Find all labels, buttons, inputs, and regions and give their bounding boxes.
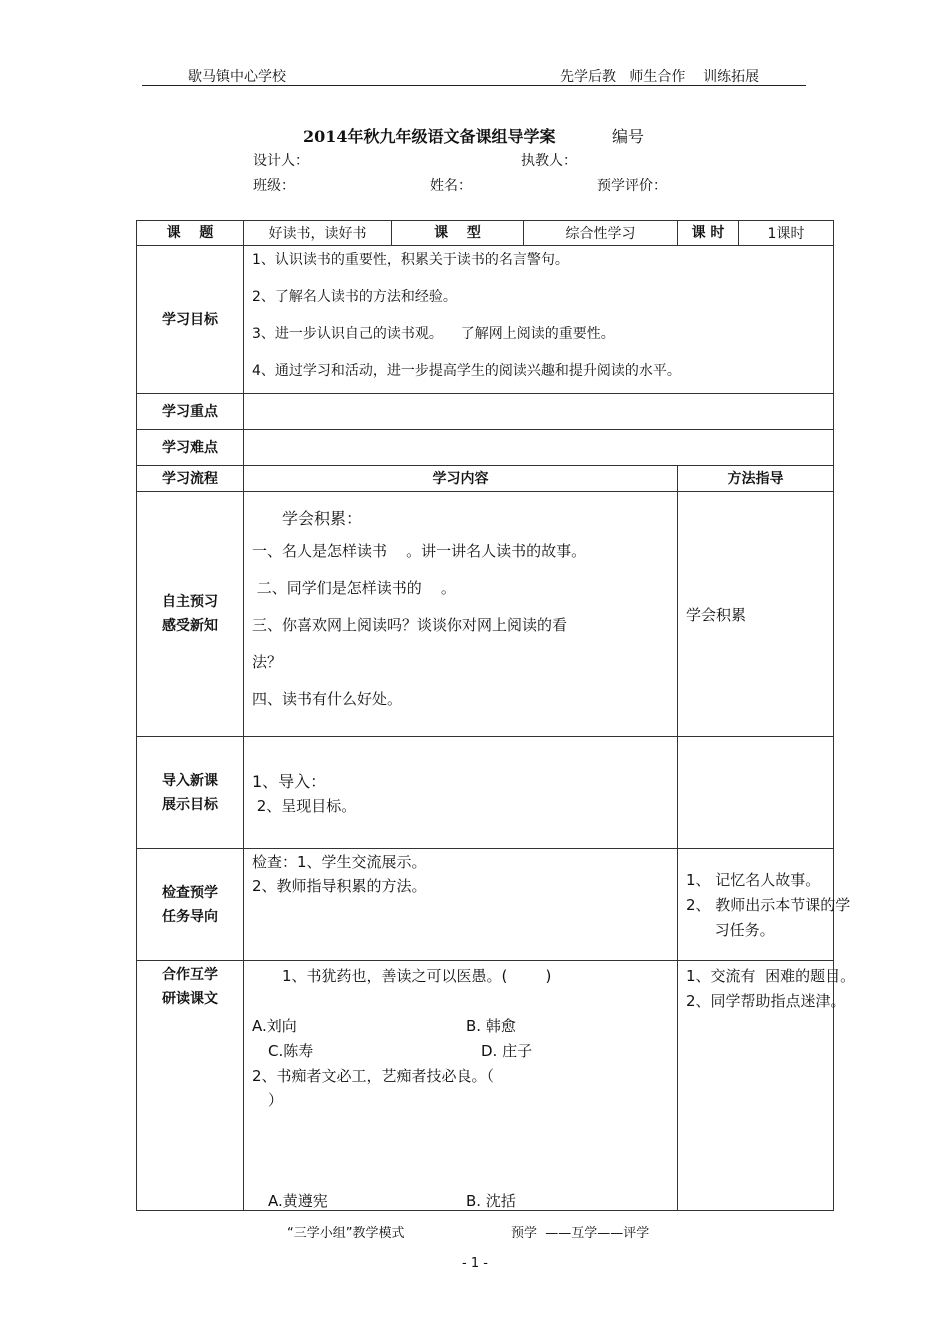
preview-row — [137, 492, 834, 737]
question-1: 1、书犹药也，善读之可以医愚。( ) — [282, 967, 552, 985]
coop-method-item: 1、交流有 困难的题目。 — [686, 967, 856, 985]
topic-label: 课 题 — [137, 221, 244, 246]
goals-label: 学习目标 — [137, 246, 244, 394]
preview-method: 学会积累 — [678, 492, 834, 737]
check-method-item: 2、 教师出示本节课的学 — [686, 896, 851, 914]
intro-item: 1、导入： — [252, 772, 327, 791]
footer-stages: 预学 ——互学——评学 — [511, 1226, 650, 1241]
focus-label: 学习重点 — [137, 394, 244, 430]
q1-option-b: B. 韩愈 — [466, 1017, 516, 1035]
doc-title: 2014年秋九年级语文备课组导学案 — [303, 127, 556, 146]
goal-item: 2、了解名人读书的方法和经验。 — [252, 289, 457, 305]
coop-stage-label: 合作互学 研读课文 — [137, 961, 244, 1211]
hours-value: 1课时 — [739, 221, 834, 246]
check-content — [244, 849, 678, 961]
header-motto: 先学后教 师生合作 训练拓展 — [560, 69, 760, 85]
hours-label: 课 时 — [678, 221, 739, 246]
flow-label: 学习流程 — [137, 466, 244, 492]
intro-row — [137, 737, 834, 849]
check-item: 检查：1、学生交流展示。 — [252, 853, 427, 871]
check-stage-label: 检查预学 任务导向 — [137, 849, 244, 961]
intro-method — [678, 737, 834, 849]
teacher-label: 执教人： — [521, 153, 577, 169]
difficulty-label: 学习难点 — [137, 430, 244, 466]
topic-row — [137, 221, 834, 246]
school-name: 歇马镇中心学校 — [188, 69, 286, 85]
designer-label: 设计人： — [253, 153, 309, 169]
check-method — [678, 849, 851, 961]
preview-item: 四、读书有什么好处。 — [252, 690, 403, 708]
type-value: 综合性学习 — [524, 221, 678, 246]
check-method-item: 习任务。 — [686, 921, 775, 939]
preview-item: 法？ — [252, 653, 283, 671]
intro-stage-label: 导入新课 展示目标 — [137, 737, 244, 849]
q1-option-d: D. 庄子 — [481, 1042, 533, 1060]
page-number: - 1 - — [462, 1256, 488, 1271]
check-item: 2、教师指导积累的方法。 — [252, 877, 427, 895]
footer-mode: “三学小组”教学模式 — [287, 1226, 405, 1241]
preview-stage-label: 自主预习 感受新知 — [137, 492, 244, 737]
focus-row — [137, 394, 834, 430]
q1-option-a: A.刘向 — [252, 1017, 297, 1035]
class-label: 班级： — [253, 178, 295, 194]
question-2: 2、书痴者文必工，艺痴者技必良。（ — [252, 1067, 495, 1085]
type-label: 课 型 — [392, 221, 524, 246]
coop-method — [678, 961, 856, 1211]
q2-option-a: A.黄遵宪 — [268, 1192, 328, 1210]
goal-item: 4、通过学习和活动，进一步提高学生的阅读兴趣和提升阅读的水平。 — [252, 363, 681, 379]
coop-row — [137, 961, 834, 1211]
difficulty-row — [137, 430, 834, 466]
goals-row — [137, 246, 834, 394]
flow-header-row — [137, 466, 834, 492]
header-divider — [142, 85, 806, 86]
preview-item: 三、你喜欢网上阅读吗？谈谈你对网上阅读的看 — [252, 616, 568, 634]
preview-eval-label: 预学评价： — [597, 178, 667, 194]
content-label: 学习内容 — [244, 466, 678, 492]
goal-item: 3、进一步认识自己的读书观。 了解网上阅读的重要性。 — [252, 326, 615, 342]
coop-content — [244, 961, 678, 1211]
goals-content — [244, 246, 834, 394]
preview-content — [244, 492, 678, 737]
check-method-item: 1、 记忆名人故事。 — [686, 871, 821, 889]
focus-content — [244, 394, 834, 430]
lesson-table — [136, 220, 856, 1211]
intro-item: 2、呈现目标。 — [252, 797, 357, 815]
q1-option-c: C.陈寿 — [268, 1042, 314, 1060]
coop-method-item: 2、同学帮助指点迷津。 — [686, 992, 846, 1010]
difficulty-content — [244, 430, 834, 466]
intro-content — [244, 737, 678, 849]
method-label: 方法指导 — [678, 466, 834, 492]
q2-option-b: B. 沈括 — [466, 1192, 516, 1210]
topic-value: 好读书，读好书 — [244, 221, 392, 246]
preview-item: 一、名人是怎样读书 。讲一讲名人读书的故事。 — [252, 542, 587, 560]
name-label: 姓名： — [430, 178, 472, 194]
goal-item: 1、认识读书的重要性，积累关于读书的名言警句。 — [252, 252, 569, 268]
preview-item: 二、同学们是怎样读书的 。 — [252, 579, 456, 597]
question-2-close: ） — [268, 1091, 284, 1109]
check-row — [137, 849, 834, 961]
doc-number-label: 编号 — [612, 127, 645, 146]
preview-heading: 学会积累： — [282, 509, 363, 528]
